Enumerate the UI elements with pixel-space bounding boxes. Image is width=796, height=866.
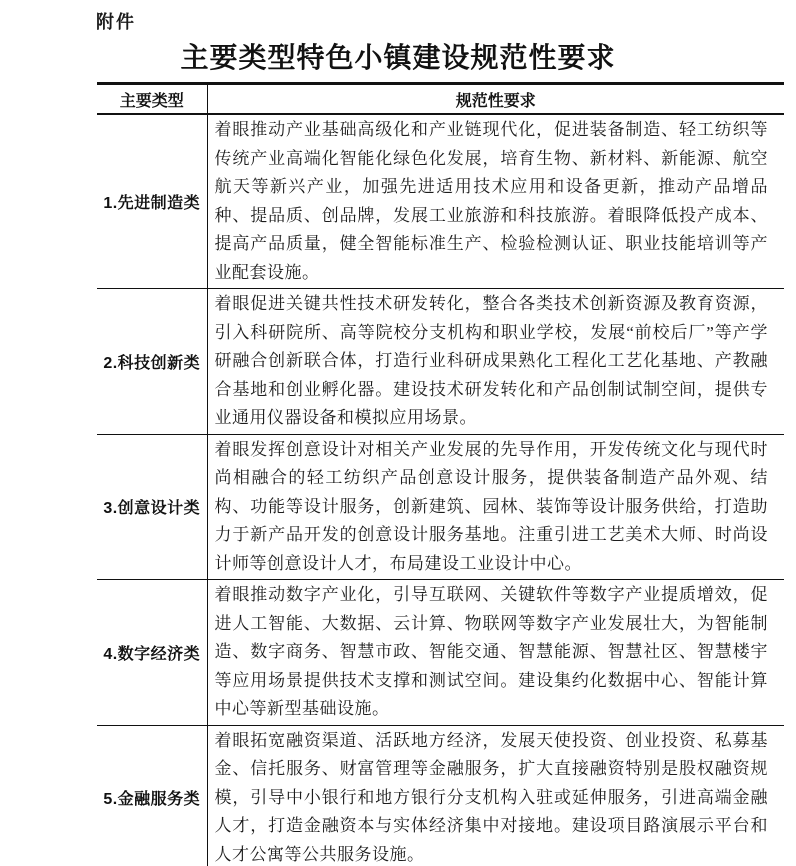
column-header-requirement: 规范性要求 — [207, 84, 784, 115]
requirement-text: 着眼推动数字产业化，引导互联网、关键软件等数字产业提质增效，促进人工智能、大数据、云计算、物联网等数字产业发展壮大，为智能制造、数字商务、智慧市政、智能交通、智慧能源、智慧社区、智慧楼宇等应用场景提供技术支撑和测试空间。建设集约化数据中心、智能计算中心等新型基础设施。 — [214, 585, 768, 718]
header-row — [97, 84, 784, 115]
type-cell: 5.金融服务类 — [97, 725, 207, 866]
requirements-table — [97, 82, 784, 866]
table-row — [97, 114, 784, 289]
table-row — [97, 434, 784, 580]
type-cell: 2.科技创新类 — [97, 289, 207, 435]
column-header-type: 主要类型 — [97, 84, 207, 115]
type-cell: 1.先进制造类 — [97, 114, 207, 289]
requirement-cell — [207, 580, 784, 726]
requirement-text: 着眼发挥创意设计对相关产业发展的先导作用，开发传统文化与现代时尚相融合的轻工纺织产品创意设计服务，提供装备制造产品外观、结构、功能等设计服务，创新建筑、园林、装饰等设计服务供给，打造助力于新产品开发的创意设计服务基地。注重引进工艺美术大师、时尚设计师等创意设计人才，布局建设工业设计中心。 — [214, 439, 768, 573]
table-row — [97, 289, 784, 435]
requirement-text: 着眼拓宽融资渠道、活跃地方经济，发展天使投资、创业投资、私募基金、信托服务、财富管理等金融服务，扩大直接融资特别是股权融资规模，引导中小银行和地方银行分支机构入驻或延伸服务，引进高端金融人才，打造金融资本与实体经济集中对接地。建设项目路演展示平台和人才公寓等公共服务设施。 — [214, 730, 768, 864]
requirement-cell — [207, 434, 784, 580]
attachment-label: 附件 — [96, 12, 136, 32]
type-cell: 4.数字经济类 — [97, 580, 207, 726]
requirement-cell — [207, 725, 784, 866]
requirement-cell — [207, 114, 784, 289]
type-cell: 3.创意设计类 — [97, 434, 207, 580]
table-row — [97, 580, 784, 726]
requirement-text: 着眼促进关键共性技术研发转化，整合各类技术创新资源及教育资源，引入科研院所、高等院校分支机构和职业学校，发展“前校后厂”等产学研融合创新联合体，打造行业科研成果熟化工程化工艺化基地、产教融合基地和创业孵化器。建设技术研发转化和产品创制试制空间，提供专业通用仪器设备和模拟应用场景。 — [214, 294, 768, 427]
requirement-cell — [207, 289, 784, 435]
page-title: 主要类型特色小镇建设规范性要求 — [180, 43, 616, 74]
requirement-text: 着眼推动产业基础高级化和产业链现代化，促进装备制造、轻工纺织等传统产业高端化智能化绿色化发展，培育生物、新材料、新能源、航空航天等新兴产业，加强先进适用技术应用和设备更新，推动产品增品种、提品质、创品牌，发展工业旅游和科技旅游。着眼降低投产成本、提高产品质量，健全智能标准生产、检验检测认证、职业技能培训等产业配套设施。 — [214, 120, 768, 282]
table-row — [97, 725, 784, 866]
